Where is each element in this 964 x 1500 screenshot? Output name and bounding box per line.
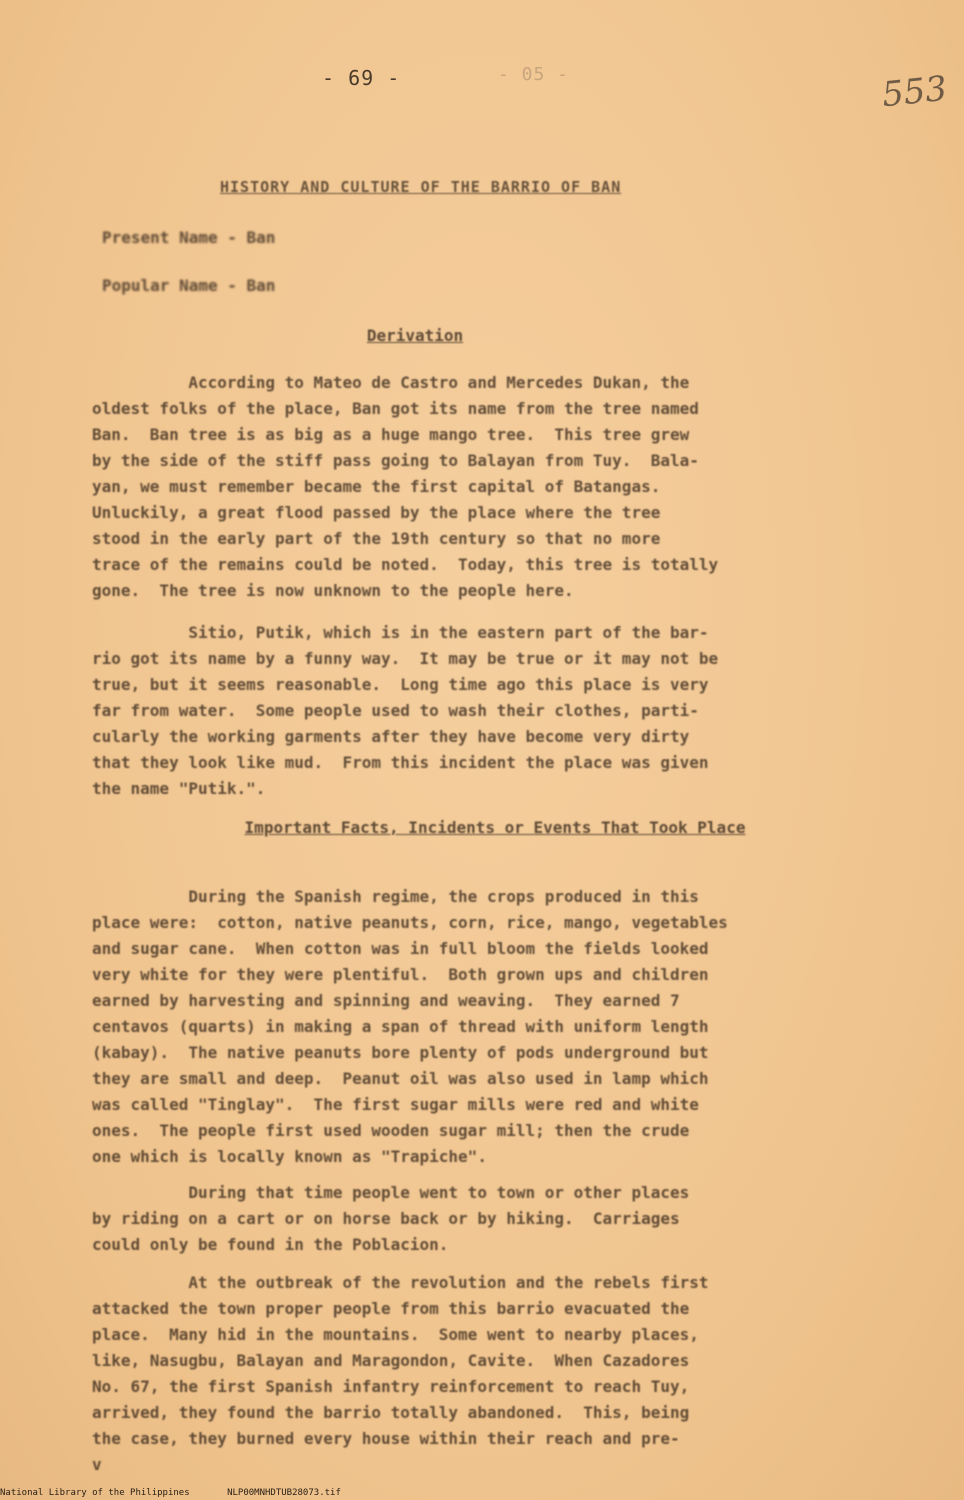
page-number-faint: - 05 - — [498, 64, 570, 85]
paragraph-derivation-1: According to Mateo de Castro and Mercedes Dukan, the oldest folks of the place, Ban got its name from the tree named Ban. Ban tree is as big as a huge mango tree. This tree grew by the side of the stiff pass going to Balayan from Tuy. Bala- yan, we must remember became the first capital of Batangas. Unluckily, a great flood passed by the place where the tree stood in the early part of the 19th century so that no more trace of the remains could be noted. Today, this tree is totally gone. The tree is now unknown to the people here. — [92, 373, 719, 600]
page-number: - 69 - — [322, 66, 401, 90]
document-title: HISTORY AND CULTURE OF THE BARRIO OF BAN — [220, 178, 622, 196]
footer-library: National Library of the Philippines — [0, 1488, 190, 1498]
scan-footer — [0, 1488, 373, 1498]
footer-filename: NLP00MNHDTUB28073.tif — [227, 1488, 341, 1498]
section-heading-derivation: Derivation — [366, 326, 464, 345]
paragraph-facts-1: During the Spanish regime, the crops produced in this place were: cotton, native peanuts, corn, rice, mango, vegetables and sugar cane. When cotton was in full bloom the fields looked very white for they were plentiful. Both grown ups and children earned by harvesting and spinning and weaving. They earned 7 centavos (quarts) in making a span of thread with uniform length (kabay). The native peanuts bore plenty of pods underground but they are small and deep. Peanut oil was also used in lamp which was called "Tinglay". The first sugar mills were red and white ones. The people first used wooden sugar mill; then the crude one which is locally known as "Trapiche". — [92, 887, 728, 1166]
paragraph-derivation-2: Sitio, Putik, which is in the eastern part of the bar- rio got its name by a funny way. It may be true or it may not be true, but it seems reasonable. Long time ago this place is very far from water. Some people used to wash their clothes, parti- cularly the working garments after they have become very dirty that they look like mud. From this incident the place was given the name "Putik.". — [92, 623, 719, 798]
paragraph-facts-3: At the outbreak of the revolution and the rebels first attacked the town proper people from this barrio evacuated the place. Many hid in the mountains. Some went to nearby places, like, Nasugbu, Balayan and Maragondon, Cavite. When Cazadores No. 67, the first Spanish infantry reinforcement to reach Tuy, arrived, they found the barrio totally abandoned. This, being the case, they burned every house within their reach and pre- v — [92, 1273, 709, 1474]
paragraph-facts-2: During that time people went to town or other places by riding on a cart or on horse back or by hiking. Carriages could only be found in the Poblacion. — [92, 1183, 690, 1254]
section-heading-important-facts: Important Facts, Incidents or Events That Took Place — [244, 818, 746, 837]
present-name-field: Present Name - Ban — [102, 228, 276, 247]
handwritten-page-stamp: 553 — [880, 68, 949, 116]
popular-name-field: Popular Name - Ban — [102, 276, 276, 295]
